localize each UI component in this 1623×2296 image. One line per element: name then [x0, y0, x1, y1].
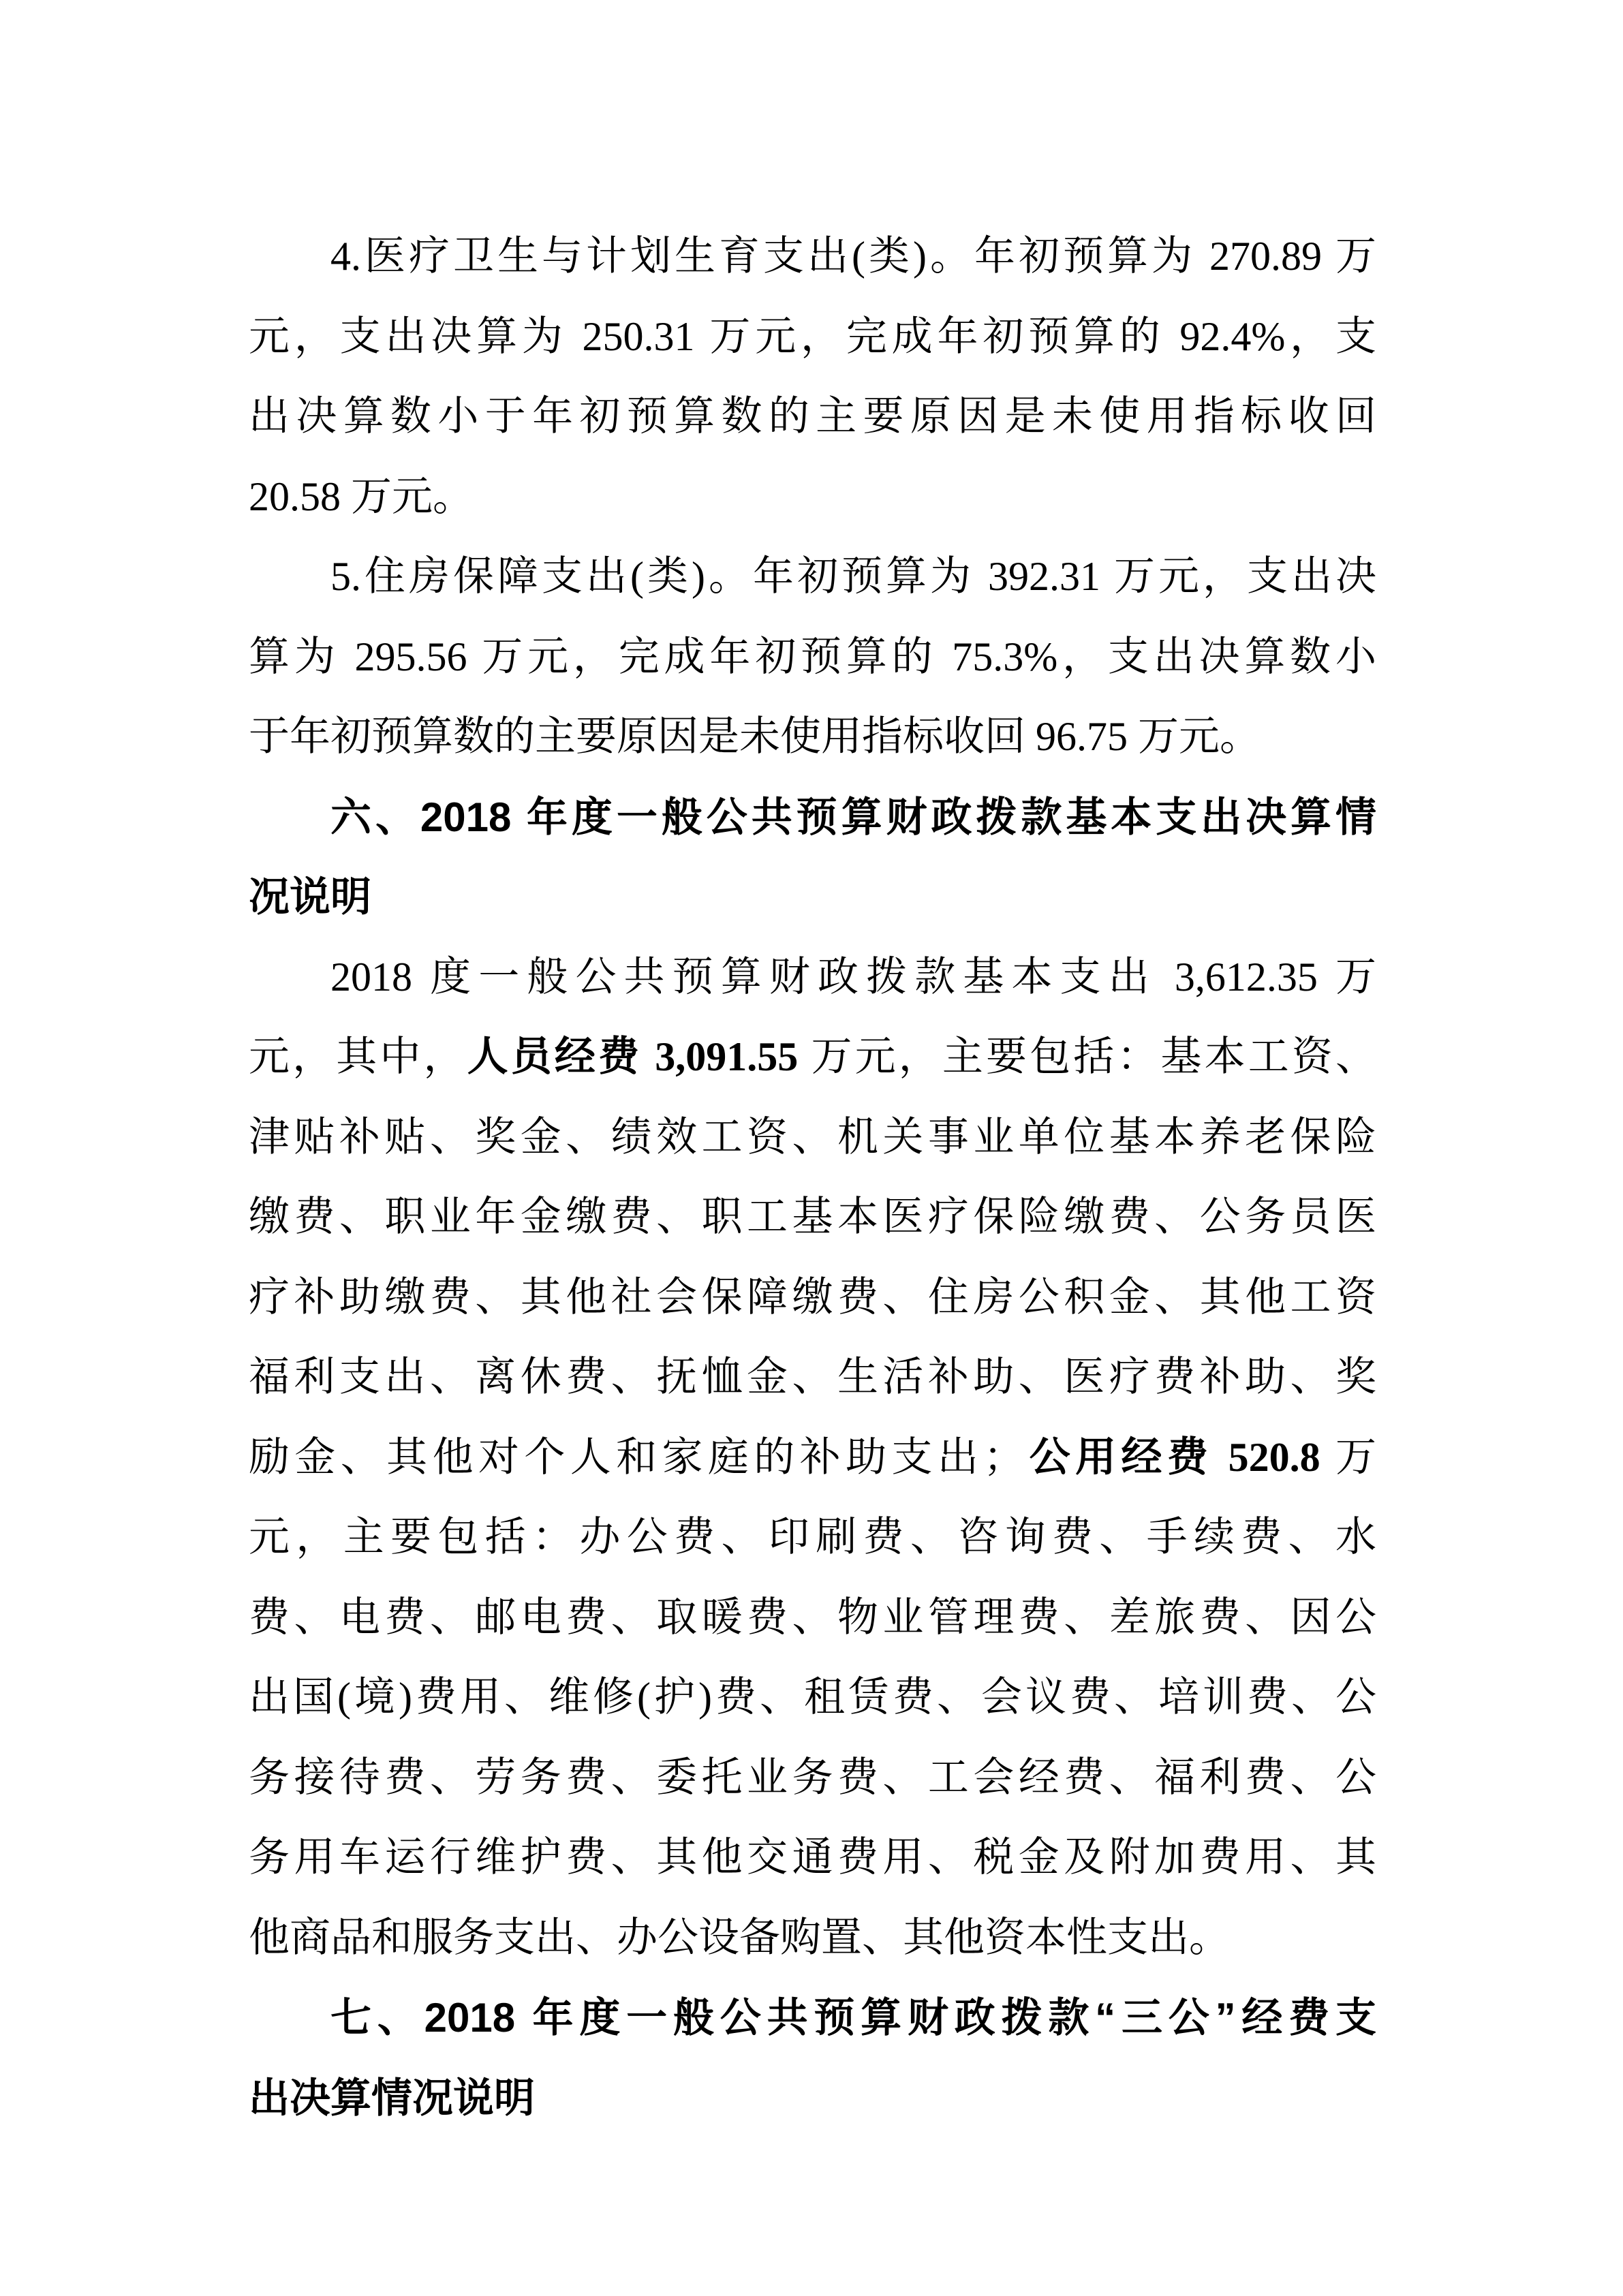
text-run: 务接待费、劳务费、委托业务费、工会经费、福利费、公	[249, 1754, 1376, 1800]
text-line	[249, 297, 1376, 377]
text-run: 他商品和服务支出、办公设备购置、其他资本性支出。	[249, 1914, 1230, 1960]
text-run: 万元，主要包括：基本工资、	[798, 1034, 1377, 1079]
text-line	[249, 937, 1376, 1018]
text-line	[249, 1978, 1376, 2058]
text-run: 六、2018 年度一般公共预算财政拨款基本支出决算情	[330, 794, 1376, 840]
text-line	[249, 1898, 1376, 1979]
text-line	[249, 1658, 1376, 1738]
text-run: 七、2018 年度一般公共预算财政拨款“三公”经费支	[330, 1995, 1376, 2041]
text-run: 费、电费、邮电费、取暖费、物业管理费、差旅费、因公	[249, 1594, 1376, 1640]
text-run: 津贴补贴、奖金、绩效工资、机关事业单位基本养老保险	[249, 1114, 1376, 1160]
text-line	[249, 1818, 1376, 1898]
text-run: 缴费、职业年金缴费、职工基本医疗保险缴费、公务员医	[249, 1194, 1376, 1239]
text-run: 疗补助缴费、其他社会保障缴费、住房公积金、其他工资	[249, 1274, 1376, 1320]
text-run: 元，支出决算为 250.31 万元，完成年初预算的 92.4%，支	[249, 313, 1376, 359]
text-line	[249, 697, 1376, 777]
text-line	[249, 777, 1376, 858]
text-line	[249, 377, 1376, 457]
text-line	[249, 537, 1376, 617]
text-run: 元，其中，	[249, 1034, 467, 1079]
text-line	[249, 457, 1376, 538]
text-line	[249, 1017, 1376, 1098]
text-line	[249, 1098, 1376, 1178]
text-run: 出决算情况说明	[249, 2075, 535, 2121]
text-run: 励金、其他对个人和家庭的补助支出；	[249, 1434, 1025, 1480]
bold-emphasis-text: 人员经费 3,091.55	[467, 1034, 799, 1079]
text-line	[249, 1418, 1376, 1498]
text-run: 于年初预算数的主要原因是未使用指标收回 96.75 万元。	[249, 714, 1261, 759]
section-heading-5	[249, 1978, 1376, 2138]
text-run: 5.住房保障支出(类)。年初预算为 392.31 万元，支出决	[330, 554, 1376, 599]
text-line	[249, 1177, 1376, 1258]
text-run: 况说明	[249, 874, 371, 920]
document-text-area	[249, 0, 1376, 2138]
section-heading-3	[249, 777, 1376, 937]
text-run: 算为 295.56 万元，完成年初预算的 75.3%，支出决算数小	[249, 634, 1376, 679]
body-paragraph-1	[249, 217, 1376, 537]
text-line	[249, 1738, 1376, 1818]
body-paragraph-2	[249, 537, 1376, 777]
text-line	[249, 2058, 1376, 2139]
text-line	[249, 1337, 1376, 1418]
text-run: 出决算数小于年初预算数的主要原因是未使用指标收回	[249, 394, 1376, 439]
text-line	[249, 1498, 1376, 1578]
bold-emphasis-text: 公用经费 520.8	[1024, 1434, 1320, 1480]
text-line	[249, 1258, 1376, 1338]
text-run: 4.医疗卫生与计划生育支出(类)。年初预算为 270.89 万	[330, 234, 1376, 279]
body-paragraph-4	[249, 937, 1376, 1979]
text-run: 福利支出、离休费、抚恤金、生活补助、医疗费补助、奖	[249, 1354, 1376, 1399]
text-run: 万	[1320, 1434, 1377, 1480]
text-line	[249, 617, 1376, 698]
text-run: 20.58 万元。	[249, 474, 474, 519]
text-run: 出国(境)费用、维修(护)费、租赁费、会议费、培训费、公	[249, 1675, 1376, 1720]
text-run: 元，主要包括：办公费、印刷费、咨询费、手续费、水	[249, 1515, 1376, 1560]
text-line	[249, 857, 1376, 937]
text-line	[249, 217, 1376, 297]
text-run: 2018 度一般公共预算财政拨款基本支出 3,612.35 万	[330, 954, 1376, 999]
text-line	[249, 1578, 1376, 1658]
text-run: 务用车运行维护费、其他交通费用、税金及附加费用、其	[249, 1835, 1376, 1880]
